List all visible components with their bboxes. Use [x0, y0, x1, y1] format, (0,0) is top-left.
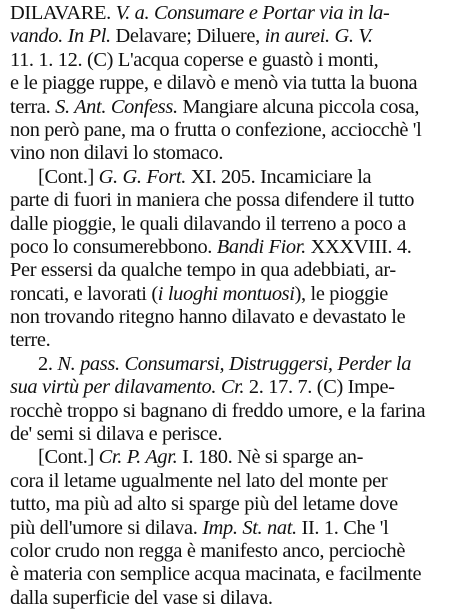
- text-line: [10, 493, 460, 516]
- text-segment: Cr. P. Agr.: [98, 446, 178, 469]
- text-segment: 2. 17. 7. (C) Impe-: [244, 376, 395, 399]
- text-segment: 1. Che 'l: [323, 516, 389, 539]
- text-line: [10, 236, 460, 259]
- text-segment: vando. In Pl.: [10, 25, 116, 48]
- text-line: [10, 2, 460, 25]
- text-segment: Imp. St. nat.: [202, 516, 297, 539]
- text-line: [10, 96, 460, 119]
- text-segment: ), le pioggie: [294, 282, 388, 305]
- text-segment: II.: [296, 516, 324, 539]
- text-line: [10, 470, 460, 493]
- text-segment: non però pane, ma o frutta o confezione, acciocchè 'l: [10, 118, 422, 141]
- text-line: [10, 400, 460, 423]
- text-line: [10, 353, 460, 376]
- text-segment: parte di fuori in maniera che possa difendere il tutto: [10, 189, 415, 212]
- text-line: [10, 563, 460, 586]
- text-segment: poco lo consumerebbono.: [10, 235, 217, 258]
- text-segment: i luoghi montuosi: [157, 282, 295, 305]
- text-segment: 4.: [396, 235, 412, 258]
- text-segment: [Cont.]: [38, 165, 99, 188]
- text-segment: 11. 1. 12. (C) L'acqua coperse e guastò i monti,: [10, 48, 379, 71]
- text-segment: G. G. Fort.: [98, 165, 186, 188]
- text-segment: Bandi Fior.: [216, 235, 306, 258]
- text-line: [10, 423, 460, 446]
- text-segment: XXXVIII.: [305, 235, 397, 258]
- text-segment: e le piagge ruppe, e dilavò e menò via tutta la buona: [10, 72, 418, 95]
- text-segment: DILAVARE.: [10, 2, 116, 24]
- text-segment: roncati, e lavorati (: [10, 282, 158, 305]
- text-segment: in aurei. G. V.: [264, 25, 373, 48]
- text-line: [10, 587, 460, 610]
- text-segment: rocchè troppo si bagnano di freddo umore, e la farina: [10, 399, 426, 422]
- text-segment: più dell'umore si dilava.: [10, 516, 203, 539]
- text-line: [10, 446, 460, 469]
- text-segment: N. pass. Consumarsi, Distruggersi, Perder la: [57, 352, 412, 375]
- text-segment: I.: [177, 446, 199, 469]
- text-segment: terre.: [10, 329, 51, 352]
- text-segment: dalla superficie del vase si dilava.: [10, 586, 273, 609]
- text-segment: terra.: [10, 95, 56, 118]
- text-line: [10, 259, 460, 282]
- text-line: [10, 189, 460, 212]
- text-line: [10, 376, 460, 399]
- text-segment: cora il letame ugualmente nel lato del monte per: [10, 469, 388, 492]
- text-segment: vino non dilavi lo stomaco.: [10, 142, 224, 165]
- text-segment: 205. Incamiciare la: [221, 165, 372, 188]
- text-line: [10, 119, 460, 142]
- text-segment: dalle pioggie, le quali dilavando il terreno a poco a: [10, 212, 406, 235]
- text-line: [10, 166, 460, 189]
- text-line: [10, 540, 460, 563]
- text-segment: Delavare; Diluere,: [115, 25, 265, 48]
- text-line: [10, 72, 460, 95]
- text-segment: V. a. Consumare e Portar via in la-: [115, 2, 390, 24]
- text-segment: 2.: [38, 352, 58, 375]
- text-segment: S. Ant. Confess.: [55, 95, 178, 118]
- text-segment: sua virtù per dilavamento. Cr.: [10, 376, 245, 399]
- text-line: [10, 25, 460, 48]
- text-segment: Mangiare alcuna piccola cosa,: [177, 95, 420, 118]
- text-segment: [Cont.]: [38, 446, 99, 469]
- text-segment: 180. Nè si sparge an-: [198, 446, 364, 469]
- text-segment: Per essersi da qualche tempo in qua adebbiati, ar-: [10, 259, 396, 282]
- text-line: [10, 517, 460, 540]
- text-segment: XI.: [185, 165, 222, 188]
- text-line: [10, 306, 460, 329]
- text-segment: color crudo non regga è manifesto anco, perciochè: [10, 539, 406, 562]
- text-line: [10, 213, 460, 236]
- text-line: [10, 49, 460, 72]
- text-segment: non trovando ritegno hanno dilavato e devastato le: [10, 306, 406, 329]
- text-segment: è materia con semplice acqua macinata, e facilmente: [10, 563, 422, 586]
- text-line: [10, 329, 460, 352]
- text-line: [10, 283, 460, 306]
- text-segment: de' semi si dilava e perisce.: [10, 423, 223, 446]
- text-line: [10, 142, 460, 165]
- text-segment: tutto, ma più ad alto si sparge più del letame dove: [10, 493, 398, 516]
